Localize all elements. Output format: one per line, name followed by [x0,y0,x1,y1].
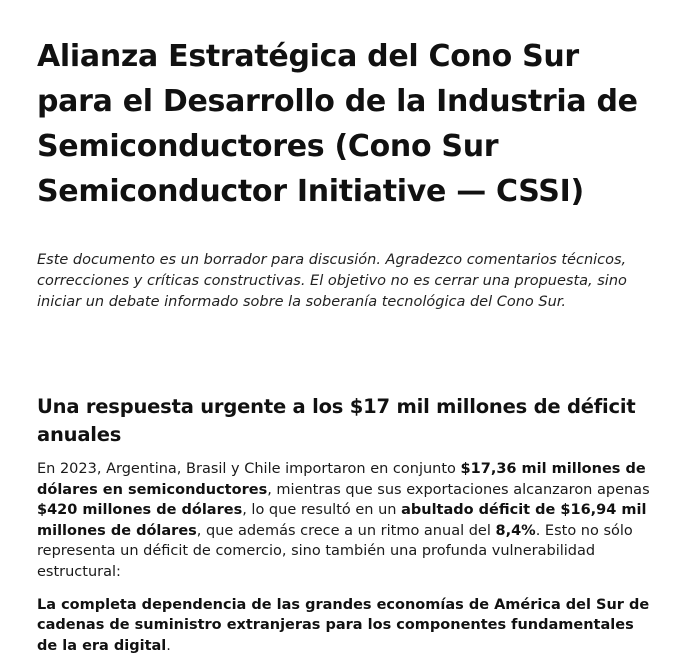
draft-note: Este documento es un borrador para discusión. Agradezco comentarios técnicos, correcciones y críticas constructivas. El objetivo no es cerrar una propuesta, sino iniciar un debate informado sobre la soberanía tecnológica del Cono Sur. [37,252,627,310]
document-title: Alianza Estratégica del Cono Sur para el Desarrollo de la Industria de Semiconductores (Cono Sur Semiconductor Initiative — CSSI) [37,39,638,209]
paragraph-text: , lo que resultó en un [242,502,402,519]
deficit-paragraph [37,459,655,583]
exports-figure: $420 millones de dólares [37,502,243,519]
paragraph-text: , que además crece a un ritmo anual del [196,522,496,539]
dependency-statement [37,595,655,657]
deficit-figure: abultado déficit de $16,94 mil millones de dólares [37,502,647,539]
section-heading: Una respuesta urgente a los $17 mil millones de déficit anuales [37,395,636,446]
dependency-statement-tail: . [166,637,171,654]
paragraph-text: . Esto no sólo representa un déficit de comercio, sino también una profunda vulnerabilidad estructural: [37,522,633,580]
dependency-statement-bold: La completa dependencia de las grandes economías de América del Sur de cadenas de suministro extranjeras para los componentes fundamentales de la era digital [37,596,650,654]
paragraph-text: , mientras que sus exportaciones alcanzaron apenas [267,481,650,498]
growth-rate-figure: 8,4% [495,522,536,539]
paragraph-text: En 2023, Argentina, Brasil y Chile importaron en conjunto [37,461,461,477]
imports-figure: $17,36 mil millones de dólares en semiconductores [37,461,646,498]
